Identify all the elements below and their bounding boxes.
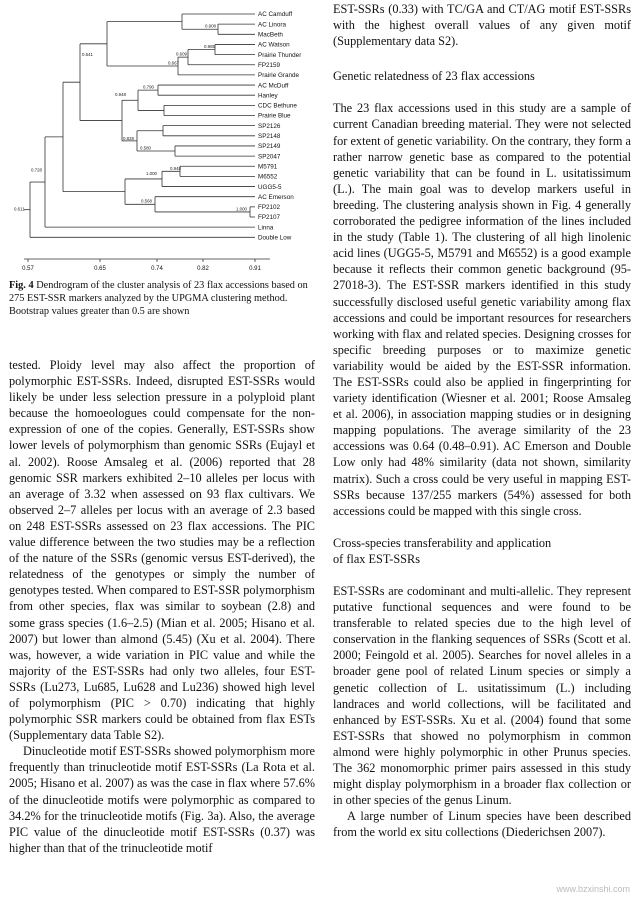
dendrogram-leaf-label: AC Camduff xyxy=(258,11,293,19)
bootstrap-value: 0.985 xyxy=(204,44,215,50)
dendrogram-leaf-label: Prairie Blue xyxy=(258,112,291,120)
dendrogram-leaf-label: SP2148 xyxy=(258,133,281,140)
dendrogram-leaf-label: M5791 xyxy=(258,163,278,171)
bootstrap-value: 0.580 xyxy=(140,145,151,151)
dendrogram-leaf-label: SP2047 xyxy=(258,153,281,161)
caption-label: Fig. 4 xyxy=(9,280,34,291)
bootstrap-value: 0.728 xyxy=(31,167,42,173)
dendrogram-leaf-label: Prairie Grande xyxy=(258,72,299,80)
bootstrap-value: 0.541 xyxy=(82,51,93,57)
dendrogram-leaf-label: Hanley xyxy=(258,92,278,100)
dendrogram-leaf-label: Double Low xyxy=(258,234,292,242)
right-top-paragraph: EST-SSRs (0.33) with TC/GA and CT/AG motif EST-SSRs with the highest overall values of any given motif (Supplementary data S2). xyxy=(333,2,631,49)
dendrogram-leaf-label: FP2102 xyxy=(258,204,281,212)
axis-tick-label: 0.65 xyxy=(94,266,106,272)
dendrogram-leaf-label: AC Emerson xyxy=(258,193,294,201)
bootstrap-value: 0.609 xyxy=(176,51,187,57)
right-column xyxy=(333,1,631,841)
dendrogram-leaf-label: MacBeth xyxy=(258,31,283,39)
section-heading-cross-species-line1: Cross-species transferability and application xyxy=(333,535,552,550)
bootstrap-value: 0.568 xyxy=(141,198,152,204)
dendrogram-leaf-label: UGG5-5 xyxy=(258,183,282,191)
bootstrap-value: 0.790 xyxy=(143,84,154,90)
axis-tick-label: 0.57 xyxy=(22,266,34,272)
figure-caption xyxy=(9,279,315,318)
left-paragraph-1: tested. Ploidy level may also affect the proportion of polymorphic EST-SSRs. Indeed, disrupted EST-SSRs would likely be under less selection pressure in a polyploid plant because the homoeologues could compensate for the non-expression of one of the copies. Generally, EST-SSRs show lower levels of polymorphism than genomic SSRs (Eujayl et al. 2002). Roose Amsaleg et al. (2006) reported that 28 genomic SSR markers exhibited 2–10 alleles per locus with an average of 3.32 when assessed on 93 flax cultivars. We observed 2–7 alleles per locus with an average of 2.3 based on 248 EST-SSRs assessed on 23 flax accessions. The PIC value difference between the two studies may be a reflection of the nature of the SSRs (genomic versus EST-derived), the relatedness of the genotypes or simply the number of genotypes tested. When compared to EST-SSR polymorphism from other species, flax was similar to soybean (2.8) and some grass species (1.6–2.5) (Mian et al. 2005; Hisano et al. 2007) but lower than almond (5.45) (Xu et al. 2004). There was, however, a wide variation in PIC value and while the majority of the EST-SSRs had only two alleles, four EST-SSRs (Lu273, Lu685, Lu628 and Lu236) showed high level of polymorphism (PIC > 0.70) indicating that highly polymorphic SSR markers could be obtained from flax ESTs (Supplementary data Table S2). xyxy=(9,358,315,743)
dendrogram-leaf-label: FP2107 xyxy=(258,214,281,222)
left-column xyxy=(9,357,315,856)
dendrogram-leaf-label: Linna xyxy=(258,224,274,232)
dendrogram-leaf-label: SP2126 xyxy=(258,122,281,130)
bootstrap-value: 0.828 xyxy=(123,135,134,141)
dendrogram-leaf-label: Prairie Thunder xyxy=(258,51,302,59)
section-heading-genetic-relatedness: Genetic relatedness of 23 flax accessions xyxy=(333,69,535,84)
bootstrap-value: 0.667 xyxy=(168,60,179,66)
dendrogram-leaf-label: AC Linora xyxy=(258,21,287,29)
dendrogram-figure xyxy=(0,0,320,278)
genetic-relatedness-paragraph: The 23 flax accessions used in this study are a sample of current Canadian breeding material. They were not selected for extent of genetic variability. On the contrary, they form a rather narrow genetic base as compared to the potential genetic variability that can be found in L. usitatissimum (L.). The main goal was to develop markers useful in breeding. The clustering analysis shown in Fig. 4 generally corroborated the pedigree information of the lines included in the study (Table 1). The clustering of all high linolenic acid lines (UGG5-5, M5791 and M6552) is a good example because it reflects their common genetic background (95-27018-3). The EST-SSR markers identified in this study successfully disclosed useful genetic variability among flax accessions and could be important resources for researchers working with flax and related species. Designing crosses for specific breeding purposes or to maximize genetic variability would be aided by the EST-SSR information. The EST-SSRs could also be applied in fingerprinting for variety identification (Wiesner et al. 2001; Roose Amsaleg et al. 2006), in association mapping studies or in designing mapping populations. The average similarity of the 23 accessions was 0.64 (0.48–0.91). AC Emerson and Double Low only had 48% similarity (data not shown, similarity matrix). Such a cross could be very useful in mapping EST-SSRs because 137/255 markers (54%) assessed for both accessions could be mapped with this single cross. xyxy=(333,101,631,518)
bootstrap-value: 0.908 xyxy=(205,23,216,29)
bootstrap-value: 1.000 xyxy=(236,206,247,212)
axis-tick-label: 0.91 xyxy=(249,266,261,272)
dendrogram-leaf-label: SP2149 xyxy=(258,143,281,151)
dendrogram-leaf-label: AC Watson xyxy=(258,41,290,49)
axis-tick-label: 0.82 xyxy=(197,266,209,272)
caption-text: Dendrogram of the cluster analysis of 23 flax accessions based on 275 EST-SSR markers analyzed by the UPGMA clustering method. Bootstrap values greater than 0.5 are shown xyxy=(9,280,308,318)
section-heading-cross-species-line2: of flax EST-SSRs xyxy=(333,551,421,566)
bootstrap-value: 1.000 xyxy=(146,170,157,176)
dendrogram-leaf-label: FP2159 xyxy=(258,61,281,69)
linum-species-paragraph: A large number of Linum species have been described from the world ex situ collections (Diederichsen 2007). xyxy=(333,809,631,840)
bootstrap-value: 0.611 xyxy=(14,206,25,212)
bootstrap-value: 0.948 xyxy=(170,165,181,171)
dendrogram-leaf-label: CDC Bethune xyxy=(258,102,297,110)
left-paragraph-2: Dinucleotide motif EST-SSRs showed polymorphism more frequently than trinucleotide motif EST-SSRs (La Rota et al. 2005; Hisano et al. 2007) as was the case in flax where 57.6% of the dinucleotide motifs were polymorphic as compared to 34.2% for the trinucleotide motifs (Fig. 3a). Also, the average PIC value of the dinucleotide motif EST-SSRs (0.37) was higher than that of the trinucleotide motif xyxy=(9,744,315,855)
dendrogram-leaf-label: M6552 xyxy=(258,173,278,181)
axis-tick-label: 0.74 xyxy=(151,266,163,272)
bootstrap-value: 0.948 xyxy=(115,91,126,97)
watermark: www.bzxinshi.com xyxy=(556,884,630,894)
dendrogram-leaf-label: AC McDuff xyxy=(258,82,289,90)
cross-species-paragraph: EST-SSRs are codominant and multi-allelic. They represent putative functional sequences and were found to be transferable to related species due to the high level of conservation in the flanking sequences of SSRs (Scott et al. 2000; Feingold et al. 2005). Searches for novel alleles in a broader gene pool of related Linum species or simply a genetic collection of L. usitatissimum (L.) including landraces and world collections, will be facilitated and enhanced by EST-SSRs. Xu et al. (2004) found that some EST-SSRs that showed no polymorphism in common almond were highly polymorphic in other Prunus species. The 362 monomorphic primer pairs assessed in this study might display polymorphism in a broader flax collection or in other species of the genus Linum. xyxy=(333,584,631,808)
